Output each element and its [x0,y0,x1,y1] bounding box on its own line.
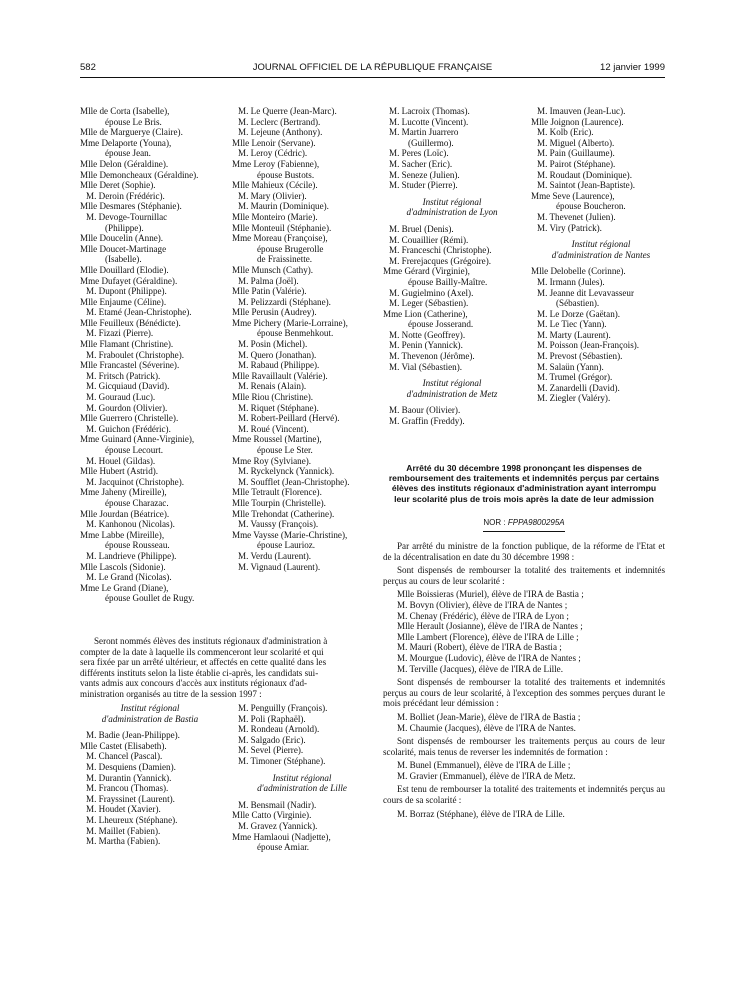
lyon-heading-1: Institut régional [422,196,482,207]
list-item: M. Jeanne dit Levavasseur [537,287,634,298]
header-rule [80,77,665,78]
list-item: épouse Josserand. [408,319,474,330]
list-item: Mlle Flamant (Christine). [80,339,174,350]
decree-body [383,541,665,819]
list-item: M. Viry (Patrick). [537,222,602,233]
list-item: Mlle Deret (Sophie). [80,180,156,191]
list-item: M. Timoner (Stéphane). [238,755,326,766]
metz-heading-1: Institut régional [422,378,482,389]
list-item: M. Pelizzardi (Stéphane). [238,296,331,307]
list-item: Mlle de Marguerye (Claire). [80,127,183,138]
list-item: M. Le Tiec (Yann). [537,319,607,330]
list-item: Mlle Doucet-Martinage [80,243,167,254]
list-item: M. Pain (Guillaume). [537,148,615,159]
list-item: épouse Boucheron. [556,201,626,212]
issue-date: 12 janvier 1999 [600,62,665,73]
list-item: Mlle Desmares (Stéphanie). [80,201,182,212]
list-item: Mme Pichery (Marie-Lorraine), [232,317,348,328]
nor-reference [383,518,665,527]
column-4-names [531,106,671,404]
lille-heading-1: Institut régional [272,772,332,783]
list-item: Mlle Monteuil (Stéphanie). [232,222,332,233]
list-item: Mlle Ravaillault (Valérie). [232,370,328,381]
list-item: M. Gouraud (Luc). [86,392,156,403]
list-item: Mlle Hubert (Astrid). [80,466,159,477]
summary-line: vants admis aux concours d'accès aux instituts régionaux d'ad- [80,678,308,689]
list-item: M. Thevenon (Jérôme). [389,351,475,362]
summary-line: ministration organisés au titre de la session 1997 : [80,688,262,699]
list-item: M. Gugielmino (Axel). [389,287,474,298]
list-item: M. Bensmail (Nadir). [238,799,317,810]
list-item: Mme Roussel (Martine), [232,434,322,445]
decree-list-item: M. Mourgue (Ludovic), élève de l'IRA de Nantes ; [397,652,581,663]
summary-line: sera fixée par un arrêté ultérieur, et affectés en cette qualité dans les [80,657,327,668]
list-item: Mme Lion (Catherine), [383,308,468,319]
list-item: M. Quero (Jonathan). [238,349,317,360]
list-item: M. Posin (Michel). [238,339,308,350]
list-item: M. Couaillier (Rémi). [389,234,469,245]
list-item: de Fraissinette. [257,254,313,265]
list-item: M. Robert-Peillard (Hervé). [238,413,340,424]
list-item: M. Vaussy (François). [238,519,319,530]
list-item: M. Martin Juarrero [389,127,459,138]
list-item: Mlle Monteiro (Marie). [232,211,318,222]
decree-list-item: M. Bolliet (Jean-Marie), élève de l'IRA de Bastia ; [397,711,581,722]
list-item: M. Kanhonou (Nicolas). [86,519,175,530]
list-item: M. Imauven (Jean-Luc). [537,106,626,116]
summary-line: différents instituts selon la liste établie ci-après, les candidats sui- [80,667,319,678]
list-item: M. Renais (Alain). [238,381,307,392]
list-item: Mlle Enjaume (Céline). [80,296,167,307]
decree-paragraph-5: Est tenu de rembourser la totalité des traitements et indemnités perçus au cours de sa scolarité : [383,784,665,806]
list-item: Mme Leroy (Fabienne), [232,158,320,169]
nantes-heading-1: Institut régional [571,239,631,250]
list-item: M. Etamé (Jean-Christophe). [86,307,192,318]
list-item: Mlle Douillard (Elodie). [80,264,169,275]
list-item: M. Palma (Joël). [238,275,299,286]
list-item: épouse Laurioz. [257,540,316,551]
list-item: M. Leclerc (Bertrand). [238,116,321,127]
list-item: M. Studer (Pierre). [389,180,458,191]
list-item: Mlle Castet (Elisabeth). [80,740,167,751]
list-item: Mlle Patin (Valérie). [232,286,307,297]
list-item: M. Bruel (Denis). [389,223,454,234]
list-item: Mme Roy (Sylviane). [232,455,312,466]
list-item: M. Miguel (Alberto). [537,137,615,148]
list-item: M. Fraboulet (Christophe). [86,349,184,360]
list-item: Mlle Perusin (Audrey). [232,307,317,318]
list-item: Mlle Francastel (Séverine). [80,360,180,371]
column-2-names [232,106,372,572]
list-item: M. Pairot (Stéphane). [537,158,616,169]
list-item: M. Lejeune (Anthony). [238,127,323,138]
list-item: M. Landrieve (Philippe). [86,550,177,561]
list-item: Mlle Jourdan (Béatrice). [80,508,170,519]
nor-value: FPPA9800295A [507,518,565,527]
metz-heading-2: d'administration de Metz [406,388,498,399]
list-item: (Isabelle). [105,254,142,265]
list-item: Mme Labbe (Mireille), [80,529,165,540]
lille-heading-2: d'administration de Lille [257,783,347,794]
column-3-names [383,106,521,427]
list-item: M. Le Querre (Jean-Marc). [238,106,337,116]
list-item: M. Fritsch (Patrick). [86,370,161,381]
decree-paragraph-3: Sont dispensés de rembourser la totalité des traitements et indemnités perçus au cours de leur scolarité, à l'exception des sommes perçues durant le mois précédant leur démission : [383,677,665,709]
list-item: M. Fizazi (Pierre). [86,328,154,339]
list-item: M. Saintot (Jean-Baptiste). [537,180,635,191]
list-item: M. Dupont (Philippe). [86,286,167,297]
decree-list-item: M. Borraz (Stéphane), élève de l'IRA de Lille. [397,808,565,819]
list-item: M. Roué (Vincent). [238,423,309,434]
summary-line: compter de la date à laquelle ils commenceront leur scolarité et qui [80,646,324,657]
list-item: M. Durantin (Yannick). [86,772,172,783]
list-item: M. Le Grand (Nicolas). [86,572,172,583]
nor-rule [483,531,565,532]
list-item: M. Peres (Loïc). [389,148,449,159]
list-item: M. Penguilly (François). [238,703,328,713]
list-item: M. Maurin (Dominique). [238,201,329,212]
list-item: M. Leger (Sébastien). [389,298,469,309]
list-item: Mlle Munsch (Cathy). [232,264,314,275]
journal-title: JOURNAL OFFICIEL DE LA RÉPUBLIQUE FRANÇAISE [252,62,493,73]
list-item: M. Vignaud (Laurent). [238,561,321,572]
list-item: Mme Jaheny (Mireille), [80,487,167,498]
list-item: M. Guichon (Frédéric). [86,423,171,434]
list-item: M. Sevel (Pierre). [238,745,304,756]
list-item: M. Vial (Sébastien). [389,361,463,372]
page-header [80,62,665,76]
decree-list-item: M. Bovyn (Olivier), élève de l'IRA de Nantes ; [397,599,568,610]
list-item: épouse Charazac. [105,497,169,508]
list-item: M. Gourdon (Olivier). [86,402,168,413]
lille-block [232,703,372,853]
list-item: M. Kolb (Eric). [537,127,594,138]
list-item: M. Maillet (Fabien). [86,825,161,836]
list-item: épouse Bailly-Maître. [408,276,488,287]
bastia-block [80,703,220,847]
list-item: M. Ryckelynck (Yannick). [238,466,335,477]
decree-paragraph-2: Sont dispensés de rembourser la totalité des traitements et indemnités perçus au cours de leur scolarité : [383,565,665,586]
list-item: M. Baour (Olivier). [389,405,461,416]
list-item: épouse Jean. [105,148,151,159]
list-item: Mlle Doucelin (Anne). [80,233,164,244]
list-item: Mme Vaysse (Marie-Christine), [232,529,348,540]
list-item: épouse Le Ster. [257,445,313,455]
list-item: M. Riquet (Stéphane). [238,402,319,413]
list-item: épouse Lecourt. [105,445,164,455]
list-item: M. Prevost (Sébastien). [537,351,623,362]
list-item: (Philippe). [105,222,144,233]
list-item: Mme Le Grand (Diane), [80,582,169,593]
list-item: M. Deroin (Frédéric). [86,190,165,201]
list-item: M. Desquiens (Damien). [86,761,176,772]
decree-paragraph-4: Sont dispensés de rembourser les traitements perçus au cours de leur scolarité, mais tenus de reverser les indemnités de formation : [383,736,665,757]
list-item: Mme Delaporte (Youna), [80,137,172,148]
list-item: Mlle Tourpin (Christelle). [232,497,326,508]
list-item: M. Marty (Laurent). [537,329,611,340]
list-item: Mlle Riou (Christine). [232,392,314,403]
list-item: Mme Hamlaoui (Nadjette), [232,831,331,842]
decree-list-item: M. Chaumie (Jacques), élève de l'IRA de Nantes. [397,722,576,733]
bastia-heading-2: d'administration de Bastia [101,713,199,724]
list-item: épouse Brugerolle [257,243,324,254]
list-item: M. Franceschi (Christophe). [389,245,492,256]
decree-list-item: M. Gravier (Emmanuel), élève de l'IRA de Metz. [397,770,576,781]
list-item: M. Irmann (Jules). [537,276,605,287]
list-item: M. Lucotte (Vincent). [389,116,469,127]
list-item: M. Frayssinet (Laurent). [86,793,175,804]
list-item: (Sébastien). [556,298,600,309]
list-item: (Guillermo). [408,137,454,148]
list-item: épouse Goullet de Rugy. [105,593,195,604]
list-item: M. Notte (Geoffrey). [389,329,466,340]
decree-list-item: M. Bunel (Emmanuel), élève de l'IRA de Lille ; [397,760,571,771]
list-item: M. Leroy (Cédric). [238,148,308,159]
decree-title: Arrêté du 30 décembre 1998 prononçant les dispenses de remboursement des traitements et indemnités perçus par certains élèves des instituts régionaux d'administration ayant interrompu leur scolarité plus de trois mois après la date de leur admission [388,463,660,504]
summary-paragraph [80,636,370,700]
list-item: Mme Gérard (Virginie), [383,266,470,277]
decree-paragraph-1: Par arrêté du ministre de la fonction publique, de la réforme de l'Etat et de la décentralisation en date du 30 décembre 1998 : [383,541,665,562]
list-item: M. Frerejacques (Grégoire). [389,255,492,266]
list-item: Mlle Delon (Géraldine). [80,158,169,169]
list-item: Mlle Lascols (Sidonie). [80,561,166,572]
list-item: Mlle Lenoir (Servane). [232,137,316,148]
list-item: M. Poli (Raphaël). [238,713,306,724]
list-item: M. Soufflet (Jean-Christophe). [238,476,350,487]
list-item: Mlle Catto (Virginie). [232,810,312,821]
list-item: M. Jacquinot (Christophe). [86,476,184,487]
list-item: épouse Bustots. [257,169,315,180]
list-item: M. Le Dorze (Gaëtan). [537,308,621,319]
summary-line: Seront nommés élèves des instituts régionaux d'administration à [94,636,328,646]
list-item: M. Zanardelli (David). [537,382,620,393]
list-item: M. Francou (Thomas). [86,783,169,794]
list-item: M. Salaün (Yann). [537,361,604,372]
list-item: M. Ziegler (Valéry). [537,393,611,404]
list-item: M. Verdu (Laurent). [238,550,312,561]
bastia-heading-1: Institut régional [120,703,180,713]
list-item: Mlle de Corta (Isabelle), [80,106,170,116]
list-item: M. Poisson (Jean-François). [537,340,640,351]
decree-list-item: Mlle Lambert (Florence), élève de l'IRA de Lille ; [397,631,579,642]
decree-list-item: M. Chenay (Frédéric), élève de l'IRA de Lyon ; [397,610,569,621]
list-item: M. Penin (Yannick). [389,340,463,351]
list-item: M. Houel (Gildas). [86,455,156,466]
list-item: Mlle Tetrault (Florence). [232,487,322,498]
decree-list-item: M. Mauri (Robert), élève de l'IRA de Bastia ; [397,642,562,653]
list-item: épouse Rousseau. [105,540,170,551]
column-1-names [80,106,220,604]
list-item: M. Rondeau (Arnold). [238,724,320,735]
list-item: M. Graffin (Freddy). [389,416,465,427]
nor-label: NOR : [483,518,506,527]
list-item: M. Houdet (Xavier). [86,804,161,815]
list-item: M. Badie (Jean-Philippe). [86,730,180,741]
list-item: épouse Amiar. [257,842,310,853]
decree-list-item: Mlle Boissieras (Muriel), élève de l'IRA de Bastia ; [397,589,584,600]
decree-list-item: Mlle Herault (Josianne), élève de l'IRA de Nantes ; [397,621,583,632]
list-item: Mlle Trehondat (Catherine). [232,508,335,519]
list-item: M. Chancel (Pascal). [86,751,163,762]
list-item: M. Gravez (Yannick). [238,820,318,831]
list-item: M. Gicquiaud (David). [86,381,170,392]
list-item: Mlle Feuilleux (Bénédicte). [80,317,181,328]
list-item: M. Salgado (Eric). [238,734,306,745]
list-item: Mlle Delobelle (Corinne). [531,266,626,277]
lyon-heading-2: d'administration de Lyon [406,207,498,218]
list-item: épouse Le Bris. [105,116,162,127]
list-item: M. Rabaud (Philippe). [238,360,320,371]
list-item: M. Lheureux (Stéphane). [86,814,178,825]
list-item: M. Thevenet (Julien). [537,211,616,222]
list-item: Mlle Joignon (Laurence). [531,116,624,127]
list-item: M. Lacroix (Thomas). [389,106,470,116]
list-item: Mlle Demoncheaux (Géraldine). [80,169,199,180]
list-item: Mlle Guerrero (Christelle). [80,413,179,424]
list-item: M. Martha (Fabien). [86,836,161,847]
list-item: M. Trumel (Grégor). [537,372,613,383]
decree-list-item: M. Terville (Jacques), élève de l'IRA de Lille. [397,663,563,674]
list-item: Mme Dufayet (Géraldine). [80,275,178,286]
list-item: Mme Moreau (Françoise), [232,233,328,244]
nantes-heading-2: d'administration de Nantes [551,249,651,260]
list-item: Mme Guinard (Anne-Virginie), [80,434,195,445]
list-item: M. Roudaut (Dominique). [537,169,632,180]
list-item: M. Mary (Olivier). [238,190,307,201]
list-item: M. Sacher (Eric). [389,158,453,169]
list-item: épouse Benmehkout. [257,328,334,339]
list-item: M. Devoge-Tournillac [86,211,168,222]
list-item: Mlle Mahieux (Cécile). [232,180,318,191]
list-item: M. Seneze (Julien). [389,169,460,180]
page-number: 582 [80,62,96,73]
list-item: Mme Seve (Laurence), [531,190,615,201]
